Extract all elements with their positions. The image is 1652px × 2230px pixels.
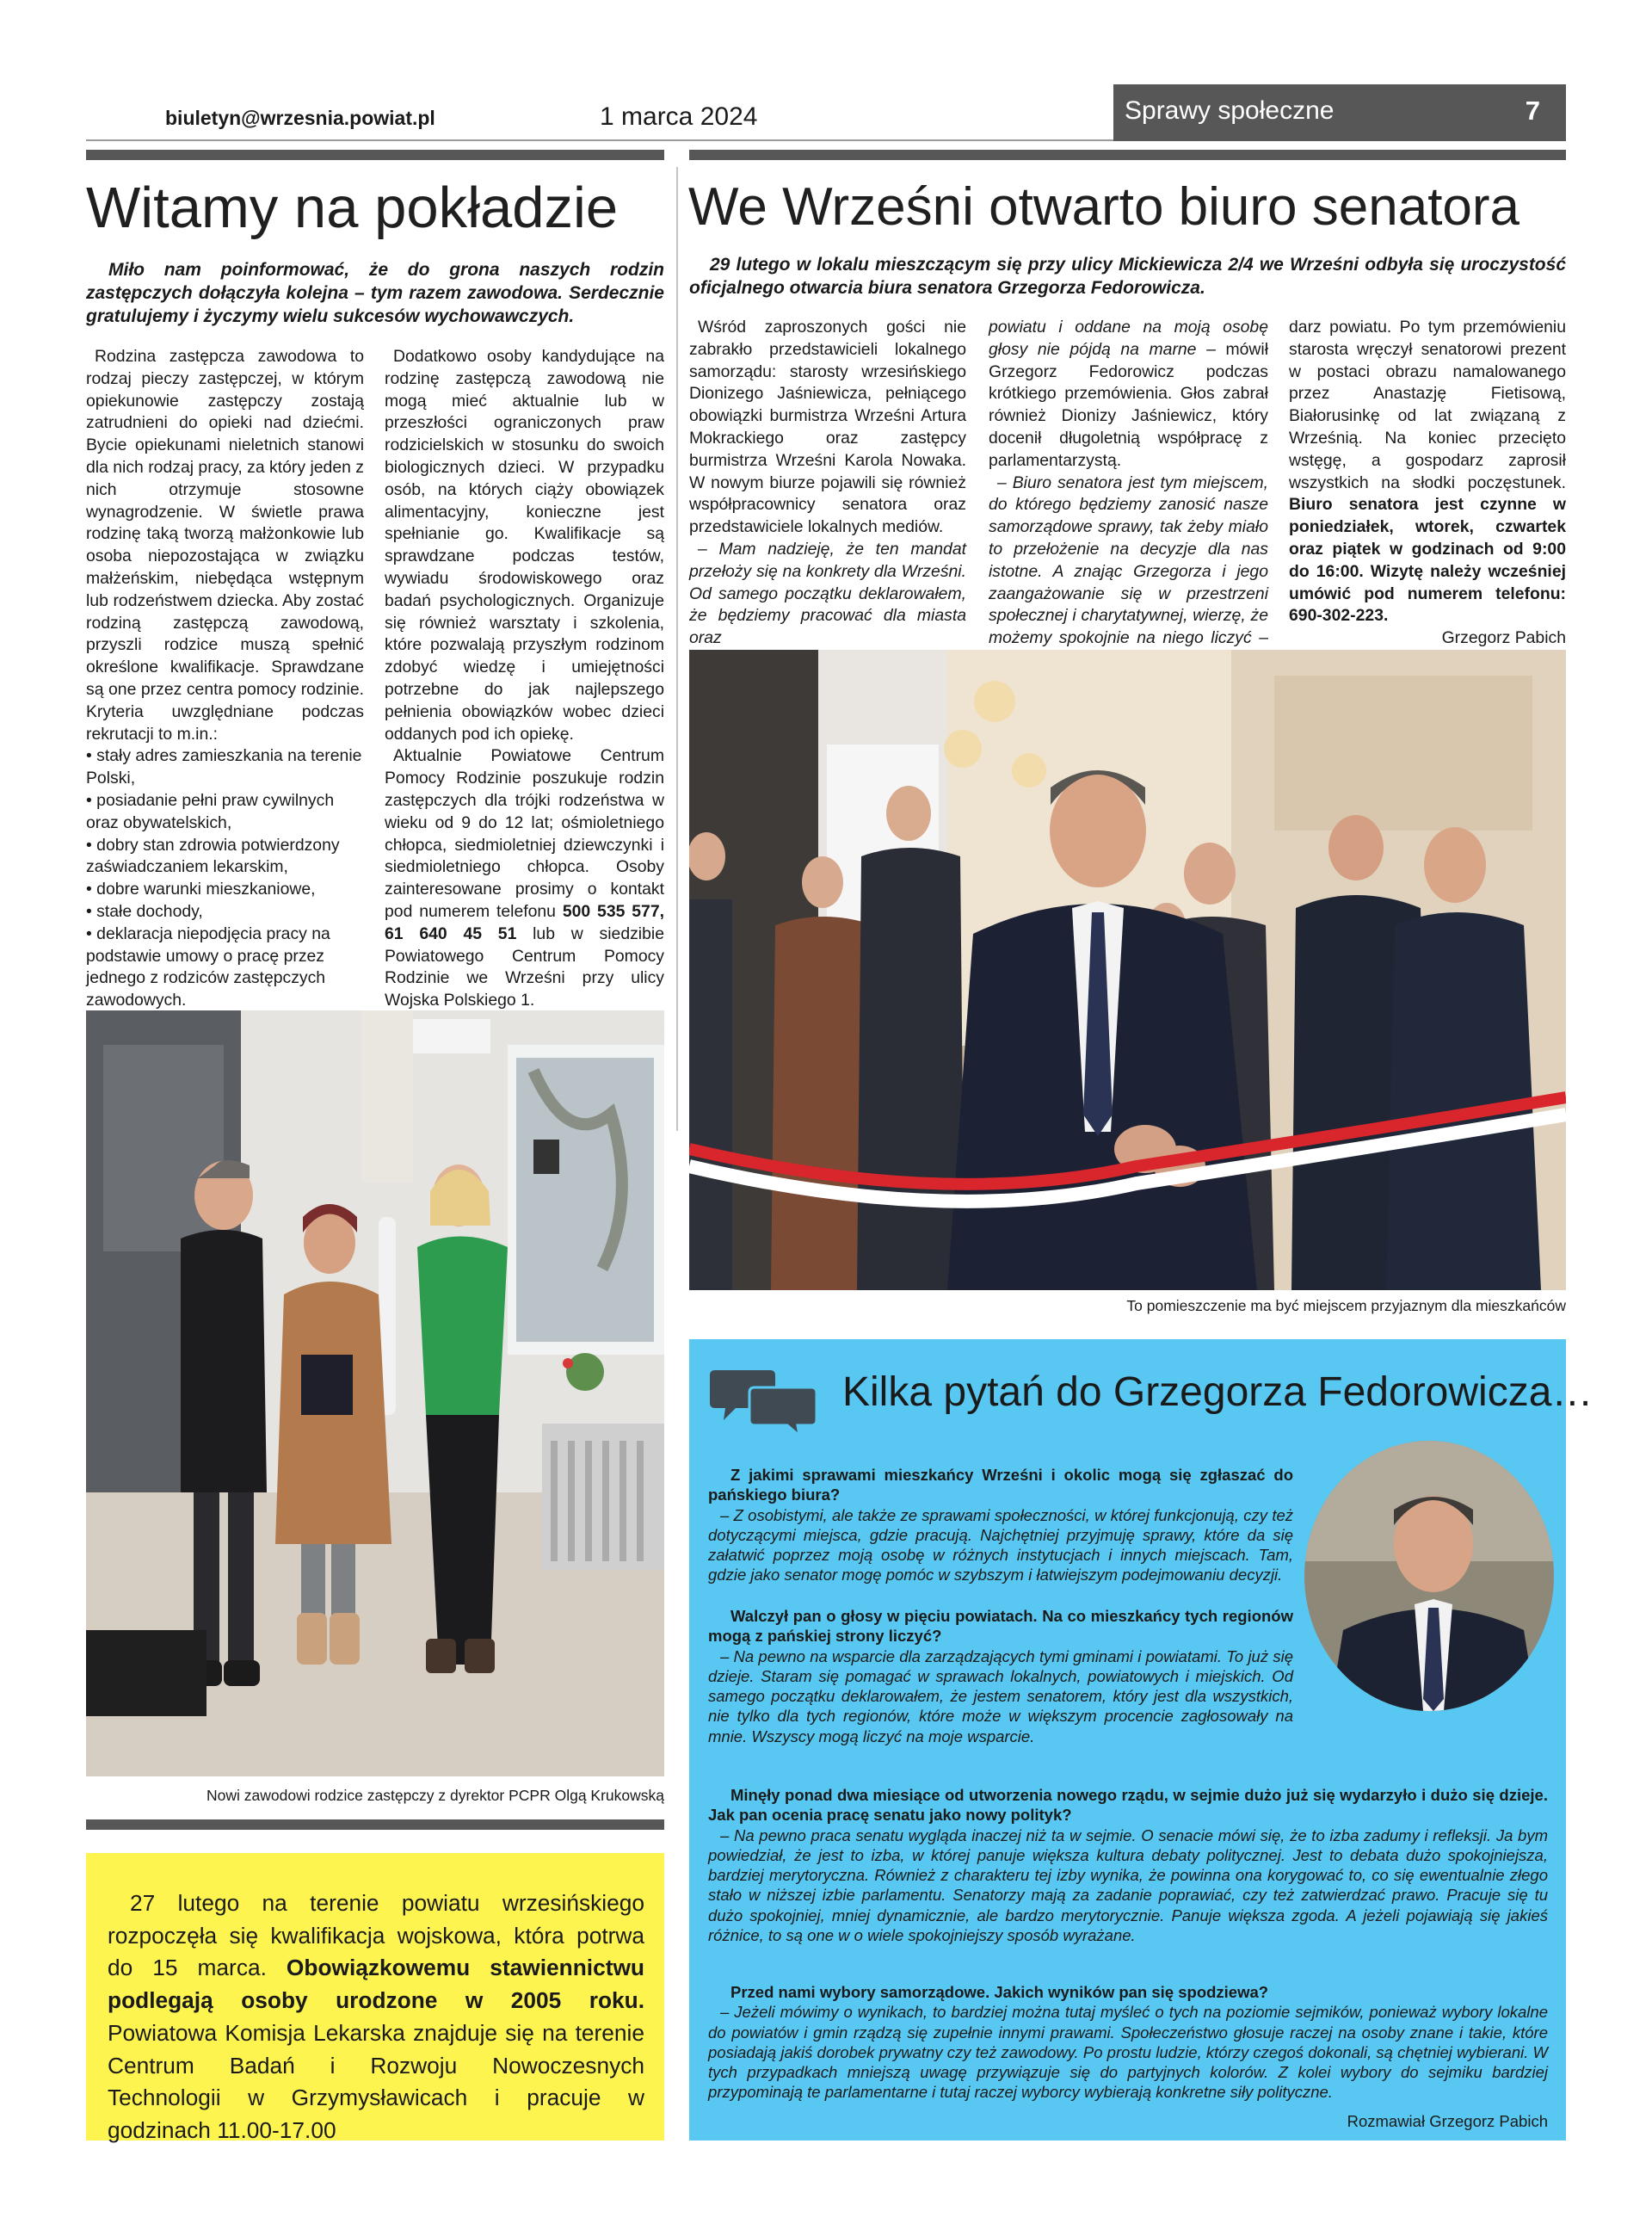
right-col2-para2 xyxy=(989,473,1268,672)
left-photo-caption: Nowi zawodowi rodzice zastępczy z dyrektor PCPR Olgą Krukowską xyxy=(206,1787,664,1804)
interview-question: Z jakimi sprawami mieszkańcy Wrześni i okolic mogą się zgłaszać do pańskiego biura? xyxy=(708,1466,1293,1504)
criteria-item: • deklaracja niepodjęcia pracy na podstawie umowy o pracę przez jednego z rodziców zastępczych zawodowych. xyxy=(86,924,330,1010)
interview-qa-2 xyxy=(708,1606,1293,1746)
military-text-bold: Obowiązkowemu stawiennictwu podlegają osoby urodzone w 2005 roku. xyxy=(108,1955,644,2014)
right-col3-text: darz powiatu. Po tym przemówieniu starosta wręczył senatorowi prezent w postaci obrazu namalowanego przez Anastazję Fietisową, Białorusinkę od lat związaną z Wrześnią. Na koniec przecięto wstęgę, a gospodarz zaprosił wszystkich na słodki poczęstunek. xyxy=(1289,318,1566,492)
interview-qa-1 xyxy=(708,1465,1293,1585)
left-top-bar xyxy=(86,150,664,160)
military-qualification-text xyxy=(108,1887,644,2147)
right-article-col1 xyxy=(689,317,966,650)
left-col2-p2-end: lub w siedzibie Powiatowego Centrum Pomocy Rodzinie we Wrześni przy ulicy Wojska Polskiego 1. xyxy=(385,924,664,1010)
right-col2-quote-end: powiatu i oddane na moją osobę głosy nie pójdą na marne xyxy=(989,318,1268,359)
left-col2-p2-start: Aktualnie Powiatowe Centrum Pomocy Rodzinie poszukuje rodzin zastępczych dla trójki rodzeństwa w wieku od 9 do 12 lat; ośmioletniego chłopca, siedmioletniej dziewczynki i siedmioletniego chłopca. Osoby zainteresowane prosimy o kontakt pod numerem telefonu xyxy=(385,746,664,921)
criteria-item: • stały adres zamieszkania na terenie Polski, xyxy=(86,746,362,788)
right-article-signature: Grzegorz Pabich xyxy=(1441,628,1566,648)
right-col2-quote2: – Biuro senatora jest tym miejscem, do którego będziemy zanosić nasze samorządowe sprawy, tak żeby miało to przełożenie na decyzje dla nas istotne. A znając Grzegorza i jego zaangażowanie się w przestrzeni społecznej i charytatywnej, wierzę, że możemy spokojnie na niego liczyć xyxy=(989,473,1268,648)
foster-family-photo xyxy=(86,1010,664,1776)
interview-answer: – Jeżeli mówimy o wynikach, to bardziej można tutaj myśleć o tych na poziomie sejmików, ponieważ wybory lokalne do powiatów i gmin rządzą się zupełnie innymi prawami. Społeczeństwo głosuje raczej na osoby znane i takie, które posiadają jakiś dorobek prywatny czy też zawodowy. Po prostu ludzie, którzy czegoś dokonali, są chętniej wybierani. W tych przypadkach mniejszą uwagę przywiązuje się do partyjnych kolorów. Z kolei wybory do sejmiku bardziej przypominają te parlamentarne i tutaj raczej wyborcy wybierają konkretne siły polityczne. xyxy=(708,2003,1548,2102)
left-bottom-bar xyxy=(86,1819,664,1830)
ribbon-cutting-photo-graphic xyxy=(689,650,1566,1290)
interview-box xyxy=(689,1339,1593,2140)
header-rule xyxy=(86,139,1119,141)
right-article-col3 xyxy=(1289,317,1566,650)
right-col2-para xyxy=(989,317,1268,473)
left-article-title: Witamy na pokładzie xyxy=(86,176,619,240)
right-col2-text2: – xyxy=(1259,628,1269,648)
speech-bubbles-icon xyxy=(710,1365,817,1436)
left-col1-intro: Rodzina zastępcza zawodowa to rodzaj pieczy zastępczej, w którym opiekunowie zastępczy zostają zatrudnieni do opieki nad dziećmi. Bycie opiekunami nieletnich stanowi dla nich rodzaj pracy, za który jeden z nich otrzymuje stosowne wynagrodzenie. W świetle prawa rodzinę taką tworzą małżonkowie lub osoba niepozostająca w związku małżeńskim, niebędąca wstępnym lub rodzeństwem dziecka. Aby zostać rodziną zastępczą zawodową, przyszli rodzice muszą spełnić określone kwalifikacje. Sprawdzane są one przez centra pomocy rodzinie. Kryteria uwzględniane podczas rekrutacji to m.in.: xyxy=(86,347,364,744)
phone-number-1: 500 535 577, xyxy=(562,901,664,921)
page-number: 7 xyxy=(1525,96,1540,126)
right-col1-quote: – Mam nadzieję, że ten mandat przełoży się na konkrety dla Wrześni. Od samego początku deklarowałem, że będziemy pracować dla miasta oraz xyxy=(689,539,966,648)
criteria-item: • dobre warunki mieszkaniowe, xyxy=(86,880,316,899)
header-email: biuletyn@wrzesnia.powiat.pl xyxy=(165,107,435,129)
interview-title: Kilka pytań do Grzegorza Fedorowicza… xyxy=(842,1369,1593,1415)
left-col2-p1: Dodatkowo osoby kandydujące na rodzinę zastępczą zawodową nie mogą mieć aktualnie lub w przeszłości ograniczonych praw rodzicielskich w stosunku do swoich biologicznych dzieci. W przypadku osób, na których ciąży obowiązek alimentacyjny, konieczne jest spełnianie go. Kwalifikacje są sprawdzane podczas testów, wywiadu środowiskowego oraz badań psychologicznych. Organizuje się również warsztaty i szkolenia, które pozwalają przyszłym rodzinom zdobyć wiedzę i umiejętności potrzebne do jak najlepszego pełnienia obowiązków wobec dzieci oddanych pod ich opiekę. xyxy=(385,347,664,744)
interview-answer: – Z osobistymi, ale także ze sprawami społeczności, w której funkcjonują, czy też dotyczącymi miejsca, gdzie pracują. Najchętniej przyjmuję sprawy, które da się załatwić poprzez moją osobę w różnych instytucjach i innych miejscach. Tam, gdzie jako senator mogę pomóc w szybszym i łatwiejszym podejmowaniu decyzji. xyxy=(708,1505,1293,1584)
right-col1-para: Wśród zaproszonych gości nie zabrakło przedstawicieli lokalnego samorządu: starosty wrzesińskiego Dionizego Jaśniewicza, pełniącego obowiązki burmistrza Wrześni Artura Mokrackiego oraz zastępcy burmistrza Wrześni Karola Nowaka. W nowym biurze pojawili się również współpracownicy senatora oraz przedstawiciele lokalnych mediów. xyxy=(689,318,966,537)
left-article-lead: Miło nam poinformować, że do grona naszych rodzin zastępczych dołączyła kolejna – tym razem zawodowa. Serdecznie gratulujemy i życzymy wielu sukcesów wychowawczych. xyxy=(86,260,664,326)
right-col2-text: – mówił Grzegorz Fedorowicz podczas krótkiego przemówienia. Głos zabrał również Dionizy Jaśniewicz, który docenił długoletnią współpracę z parlamentarzystą. xyxy=(989,339,1269,470)
criteria-item: • stałe dochody, xyxy=(86,901,203,921)
left-article-col1 xyxy=(86,346,364,1012)
header-date: 1 marca 2024 xyxy=(600,102,758,131)
interview-qa-3 xyxy=(708,1785,1548,1945)
right-photo-caption: To pomieszczenie ma być miejscem przyjaznym dla mieszkańców xyxy=(1126,1297,1566,1314)
phone-number-2: 61 640 45 51 xyxy=(385,924,517,943)
section-name: Sprawy społeczne xyxy=(1125,96,1335,125)
interview-answer: – Na pewno na wsparcie dla zarządzających tymi gminami i powiatami. To już się dzieje. Staram się pomagać w sprawach lokalnych, powiatowych i miejskich. Od samego początku deklarowałem, że jestem senatorem, który jest dla wszystkich, nie tylko dla tych regionów, które może w większym procencie zagłosowały na mnie. Wszyscy mogą liczyć na moje wsparcie. xyxy=(708,1646,1293,1745)
right-article-col2 xyxy=(989,317,1268,672)
interview-qa-4 xyxy=(708,1982,1548,2103)
interview-signature: Rozmawiał Grzegorz Pabich xyxy=(1347,2112,1548,2130)
military-text-end: Powiatowa Komisja Lekarska znajduje się na terenie Centrum Badań i Rozwoju Nowoczesnych Technologii w Grzymysławicach i pracuje w godzinach 11.00-17.00 xyxy=(108,2019,644,2143)
right-top-bar xyxy=(689,150,1566,160)
interview-question: Walczył pan o głosy w pięciu powiatach. Na co mieszkańcy tych regionów mogą z pańskiej strony liczyć? xyxy=(708,1607,1293,1646)
column-divider xyxy=(676,167,678,1131)
interview-question: Minęły ponad dwa miesiące od utworzenia nowego rządu, w sejmie dużo już się wydarzyło i dużo się dzieje. Jak pan ocenia pracę senatu jako nowy polityk? xyxy=(708,1786,1548,1825)
office-hours-text: Biuro senatora jest czynne w poniedziałek, wtorek, czwartek oraz piątek w godzinach od 9:00 do 16:00. Wizytę należy wcześniej umówić pod numerem telefonu: 690-302-223. xyxy=(1289,495,1566,626)
military-qualification-box xyxy=(86,1853,664,2143)
senator-portrait xyxy=(1304,1441,1554,1711)
interview-question: Przed nami wybory samorządowe. Jakich wyników pan się spodziewa? xyxy=(730,1983,1269,2001)
ribbon-cutting-photo xyxy=(689,650,1566,1290)
senator-portrait-graphic xyxy=(1304,1441,1554,1711)
criteria-item: • posiadanie pełni praw cywilnych oraz obywatelskich, xyxy=(86,790,335,832)
interview-answer: – Na pewno praca senatu wygląda inaczej niż ta w sejmie. O senacie mówi się, że to izba zadumy i refleksji. Ja bym powiedział, że jest to izba, w której panuje większa kultura debaty politycznej. Jest to debata dużo spokojniejsza, bardziej merytoryczna. Również z charakteru tej izby wynika, że powinna ona korygować to, co się ewentualnie złego stało w niższej izbie parlamentu. Senatorzy mają za zadanie poprawiać, czy też zatwierdzać prawo. Pracuje się tu dużo spokojniej, mniej dynamicznie, ale bardzo merytorycznie. Panuje większa zgoda. A jeżeli pojawiają się jakieś różnice, to są one w o wiele spokojniejszy sposób wyrażane. xyxy=(708,1825,1548,1945)
military-text-start: 27 lutego na terenie powiatu wrzesińskiego rozpoczęła się kwalifikacja wojskowa, która potrwa do 15 marca. xyxy=(108,1890,644,1981)
right-article-lead: 29 lutego w lokalu mieszczącym się przy ulicy Mickiewicza 2/4 we Wrześni odbyła się uroczystość oficjalnego otwarcia biura senatora Grzegorza Fedorowicza. xyxy=(689,255,1566,298)
foster-family-photo-graphic xyxy=(86,1010,664,1776)
left-article-col2 xyxy=(385,346,664,1035)
criteria-item: • dobry stan zdrowia potwierdzony zaświadczaniem lekarskim, xyxy=(86,835,340,877)
right-article-title: We Wrześni otwarto biuro senatora xyxy=(688,177,1520,237)
right-col3-para xyxy=(1289,317,1566,627)
header-section-bar xyxy=(1113,84,1566,141)
left-col2-p2 xyxy=(385,745,664,1012)
